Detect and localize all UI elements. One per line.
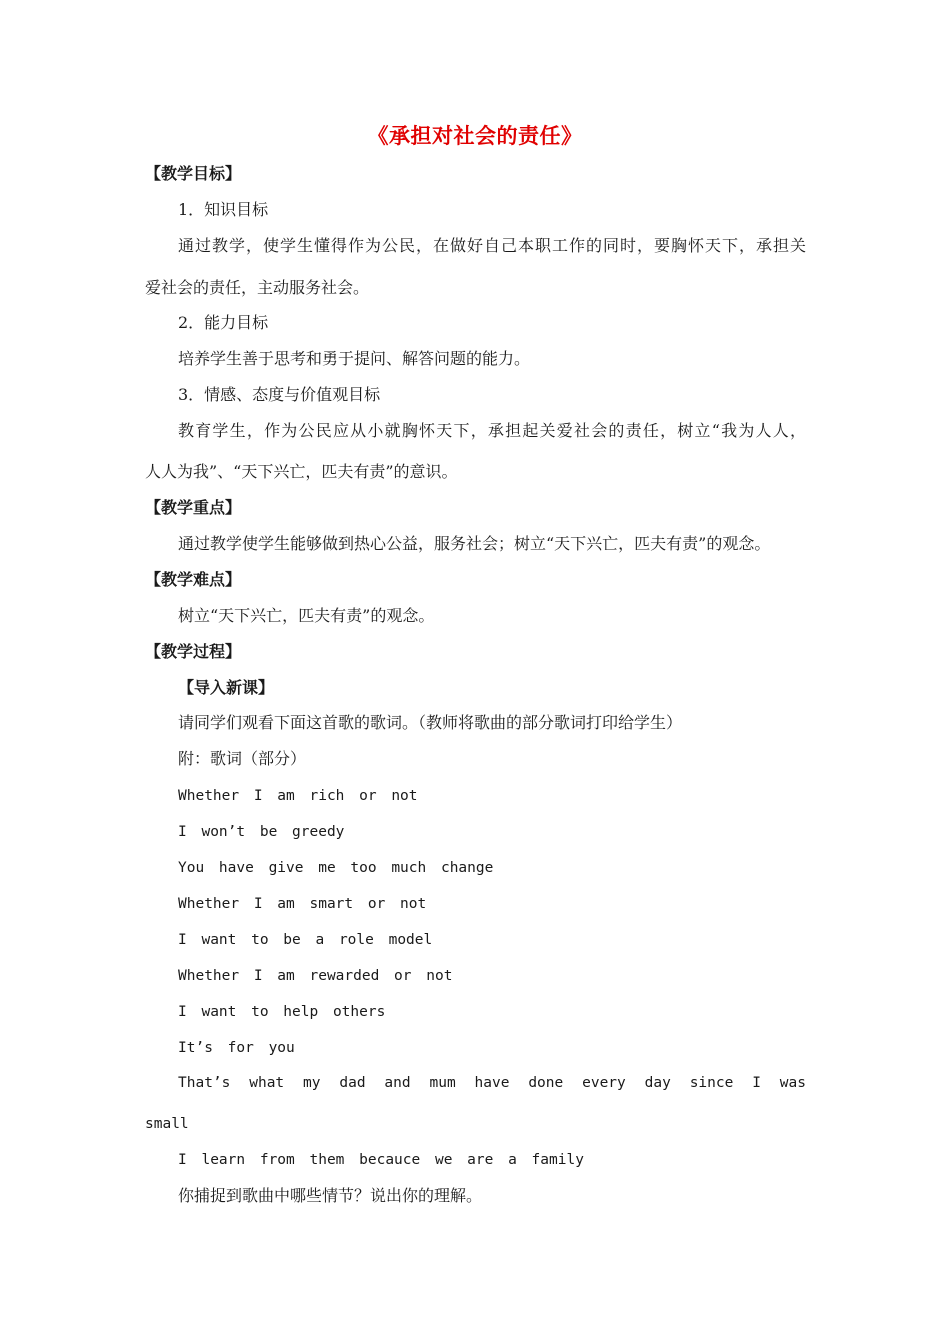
knowledge-objective-title: 1．知识目标: [178, 200, 269, 219]
lyric-line: You have give me too much change: [178, 860, 494, 876]
lyric-line: Whether I am rewarded or not: [178, 968, 453, 984]
key-points-text: 通过教学使学生能够做到热心公益，服务社会；树立“天下兴亡，匹夫有责”的观念。: [178, 534, 771, 553]
lyric-line: Whether I am smart or not: [178, 896, 427, 912]
emotion-objective-text-1: 教育学生，作为公民应从小就胸怀天下，承担起关爱社会的责任，树立“我为人人，: [178, 421, 806, 440]
question-text: 你捕捉到歌曲中哪些情节？说出你的理解。: [178, 1186, 483, 1205]
emotion-objective-title: 3．情感、态度与价值观目标: [178, 385, 381, 404]
ability-objective-text: 培养学生善于思考和勇于提问、解答问题的能力。: [178, 349, 531, 368]
lyric-line: I won’t be greedy: [178, 824, 345, 840]
emotion-objective-text-2: 人人为我”、“天下兴亡，匹夫有责”的意识。: [145, 462, 458, 481]
heading-difficulties: 【教学难点】: [145, 570, 242, 589]
knowledge-objective-text-2: 爱社会的责任，主动服务社会。: [145, 278, 370, 297]
lyrics-label: 附：歌词（部分）: [178, 749, 307, 768]
ability-objective-title: 2．能力目标: [178, 313, 269, 332]
heading-key-points: 【教学重点】: [145, 498, 242, 517]
lyric-line: It’s for you: [178, 1040, 295, 1056]
lyric-line: I want to help others: [178, 1004, 386, 1020]
lyric-line-last: I learn from them becauce we are a family: [178, 1152, 584, 1168]
lyric-line: I want to be a role model: [178, 932, 433, 948]
heading-process: 【教学过程】: [145, 642, 242, 661]
lyric-line: Whether I am rich or not: [178, 788, 418, 804]
heading-objectives: 【教学目标】: [145, 164, 242, 183]
heading-intro: 【导入新课】: [178, 678, 275, 697]
difficulties-text: 树立“天下兴亡，匹夫有责”的观念。: [178, 606, 435, 625]
intro-text: 请同学们观看下面这首歌的歌词。（教师将歌曲的部分歌词打印给学生）: [178, 713, 683, 732]
document-title: 《承担对社会的责任》: [367, 123, 583, 148]
lyric-long-line-2: small: [145, 1116, 189, 1132]
lyric-long-line-1: That’s what my dad and mum have done every day since I was: [178, 1075, 806, 1091]
knowledge-objective-text-1: 通过教学，使学生懂得作为公民，在做好自己本职工作的同时，要胸怀天下，承担关: [178, 236, 806, 255]
